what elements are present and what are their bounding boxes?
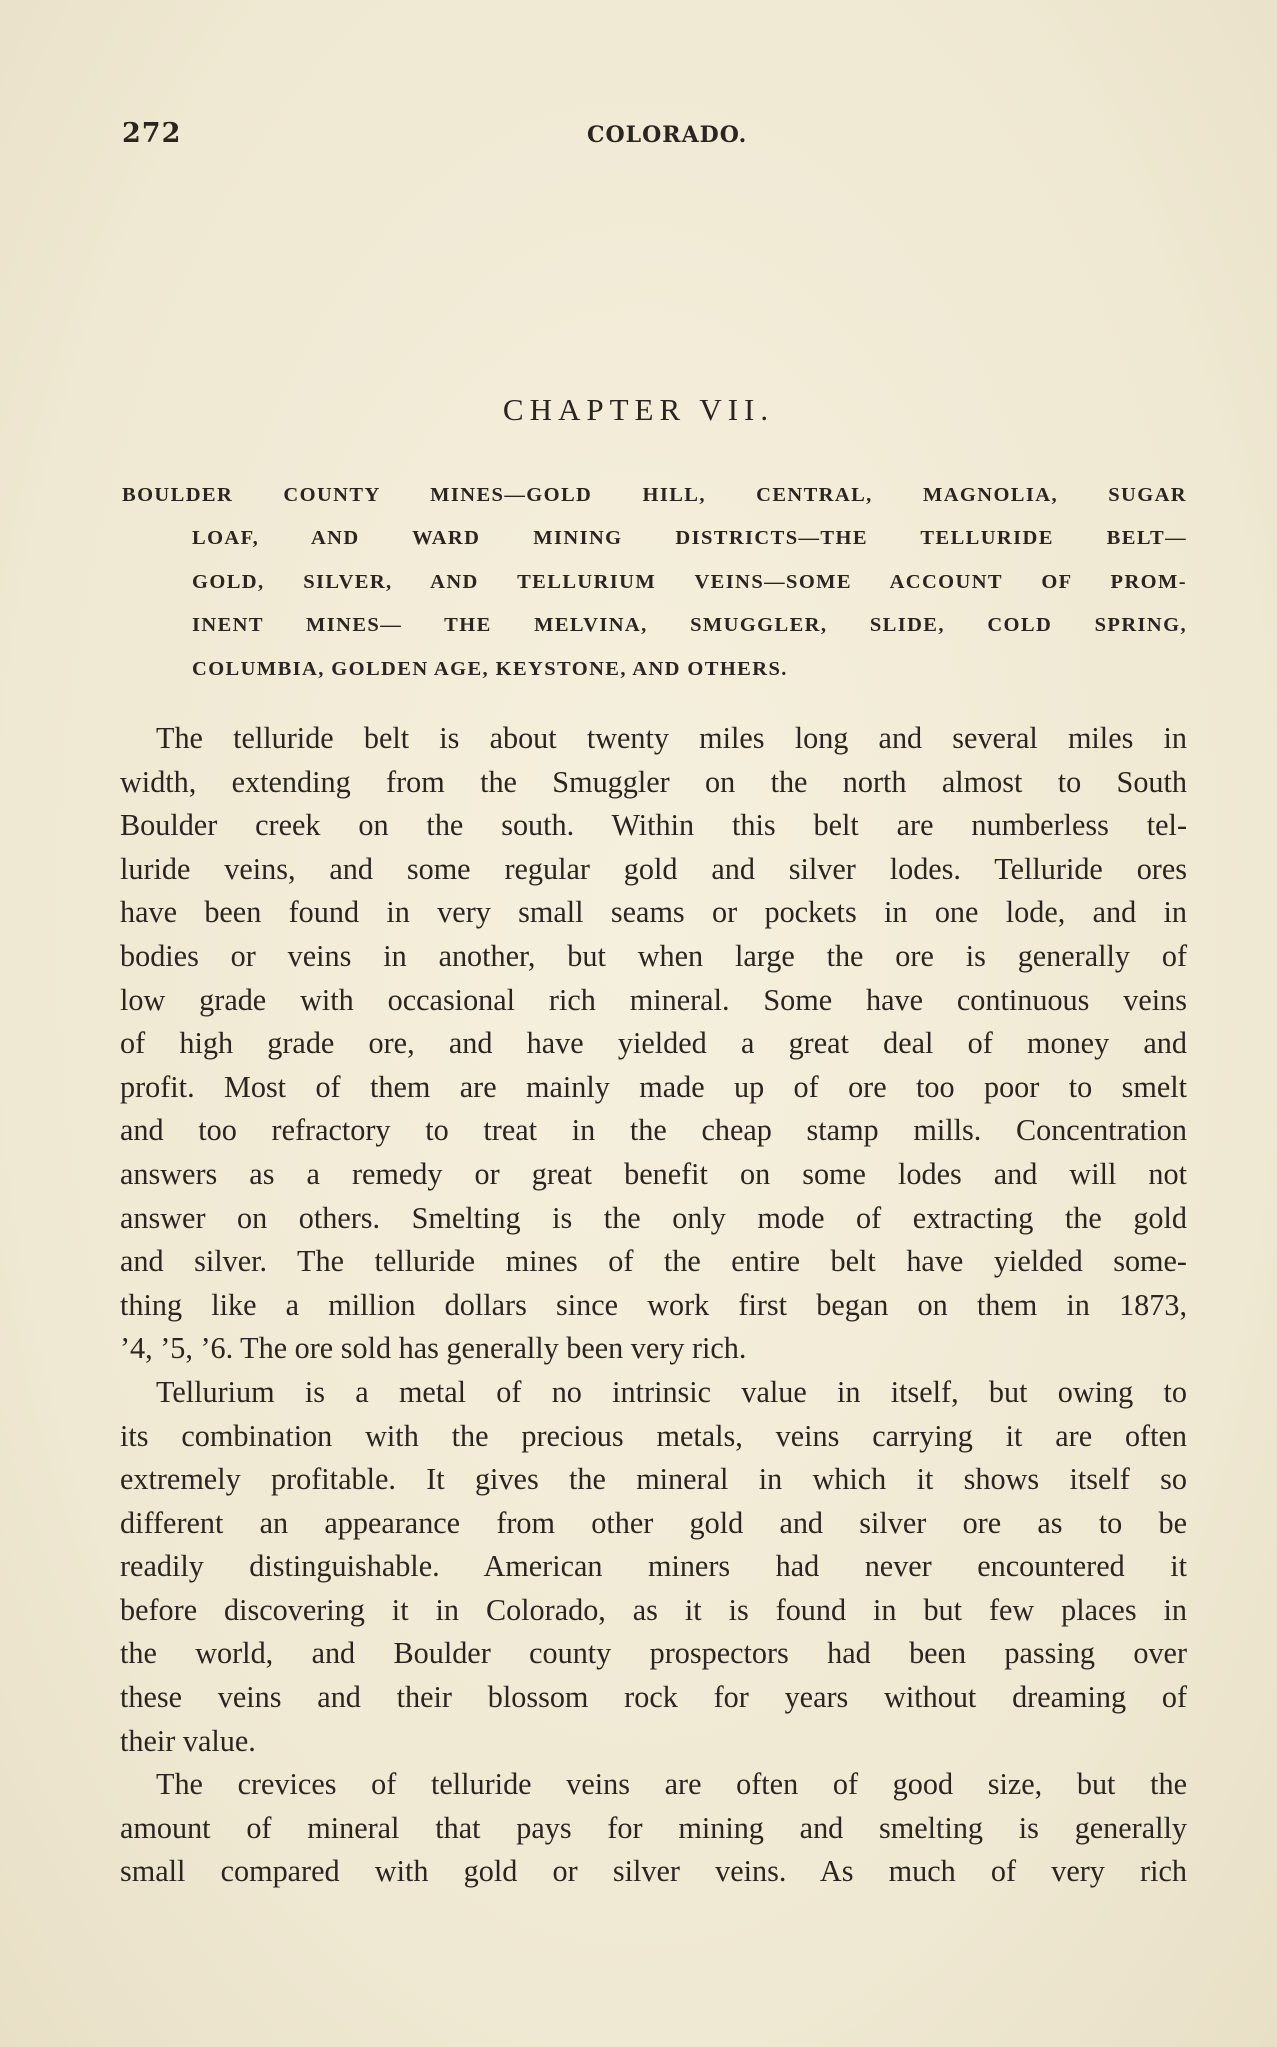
text-line: width, extending from the Smuggler on the north almost to South xyxy=(120,764,1187,799)
text-line: before discovering it in Colorado, as it is found in but few places in xyxy=(120,1592,1187,1627)
synopsis-line: BOULDER COUNTY MINES—GOLD HILL, CENTRAL, MAGNOLIA, SUGAR xyxy=(122,484,1187,506)
text-line: ’4, ’5, ’6. The ore sold has generally been very rich. xyxy=(120,1331,747,1366)
running-head: COLORADO. xyxy=(587,122,748,148)
text-line: answer on others. Smelting is the only mode of extracting the gold xyxy=(120,1200,1187,1235)
text-line: The telluride belt is about twenty miles long and several miles in xyxy=(156,721,1187,755)
text-line: bodies or veins in another, but when large the ore is generally of xyxy=(120,938,1187,973)
text-line: Boulder creek on the south. Within this belt are numberless tel- xyxy=(120,808,1187,843)
synopsis-line: INENT MINES— THE MELVINA, SMUGGLER, SLIDE, COLD SPRING, xyxy=(192,614,1187,637)
text-line: luride veins, and some regular gold and silver lodes. Telluride ores xyxy=(120,851,1187,886)
text-line: low grade with occasional rich mineral. Some have continuous veins xyxy=(120,982,1187,1017)
body-text xyxy=(120,717,1187,1894)
page-header xyxy=(122,118,1187,158)
text-line: have been found in very small seams or pockets in one lode, and in xyxy=(120,895,1187,930)
synopsis-line: GOLD, SILVER, AND TELLURIUM VEINS—SOME ACCOUNT OF PROM- xyxy=(192,570,1187,593)
text-line: readily distinguishable. American miners had never encountered it xyxy=(120,1549,1187,1584)
text-line: and too refractory to treat in the cheap stamp mills. Concentration xyxy=(120,1113,1187,1148)
text-line: small compared with gold or silver veins. As much of very rich xyxy=(120,1854,1187,1889)
text-line: answers as a remedy or great benefit on some lodes and will not xyxy=(120,1156,1187,1191)
paragraph-2 xyxy=(120,1371,1187,1763)
chapter-synopsis xyxy=(122,474,1187,691)
paragraph-1 xyxy=(120,717,1187,1371)
text-line: and silver. The telluride mines of the entire belt have yielded some- xyxy=(120,1244,1187,1279)
page-number: 272 xyxy=(122,118,182,149)
text-line: profit. Most of them are mainly made up of ore too poor to smelt xyxy=(120,1069,1187,1104)
text-line: different an appearance from other gold and silver ore as to be xyxy=(120,1505,1187,1540)
synopsis-line: COLUMBIA, GOLDEN AGE, KEYSTONE, AND OTHERS. xyxy=(192,657,788,680)
text-line: The crevices of telluride veins are often of good size, but the xyxy=(156,1767,1187,1802)
text-line: their value. xyxy=(120,1723,256,1758)
text-line: thing like a million dollars since work first began on them in 1873, xyxy=(120,1287,1187,1322)
text-line: of high grade ore, and have yielded a great deal of money and xyxy=(120,1026,1187,1061)
text-line: extremely profitable. It gives the mineral in which it shows itself so xyxy=(120,1462,1187,1497)
text-line: these veins and their blossom rock for years without dreaming of xyxy=(120,1680,1187,1715)
text-line: amount of mineral that pays for mining and smelting is generally xyxy=(120,1810,1187,1845)
paragraph-3 xyxy=(120,1763,1187,1894)
text-line: the world, and Boulder county prospectors had been passing over xyxy=(120,1636,1187,1671)
synopsis-line: LOAF, AND WARD MINING DISTRICTS—THE TELLURIDE BELT— xyxy=(192,527,1187,550)
chapter-title: CHAPTER VII. xyxy=(502,392,775,427)
text-line: Tellurium is a metal of no intrinsic value in itself, but owing to xyxy=(156,1374,1187,1409)
text-line: its combination with the precious metals, veins carrying it are often xyxy=(120,1418,1187,1453)
